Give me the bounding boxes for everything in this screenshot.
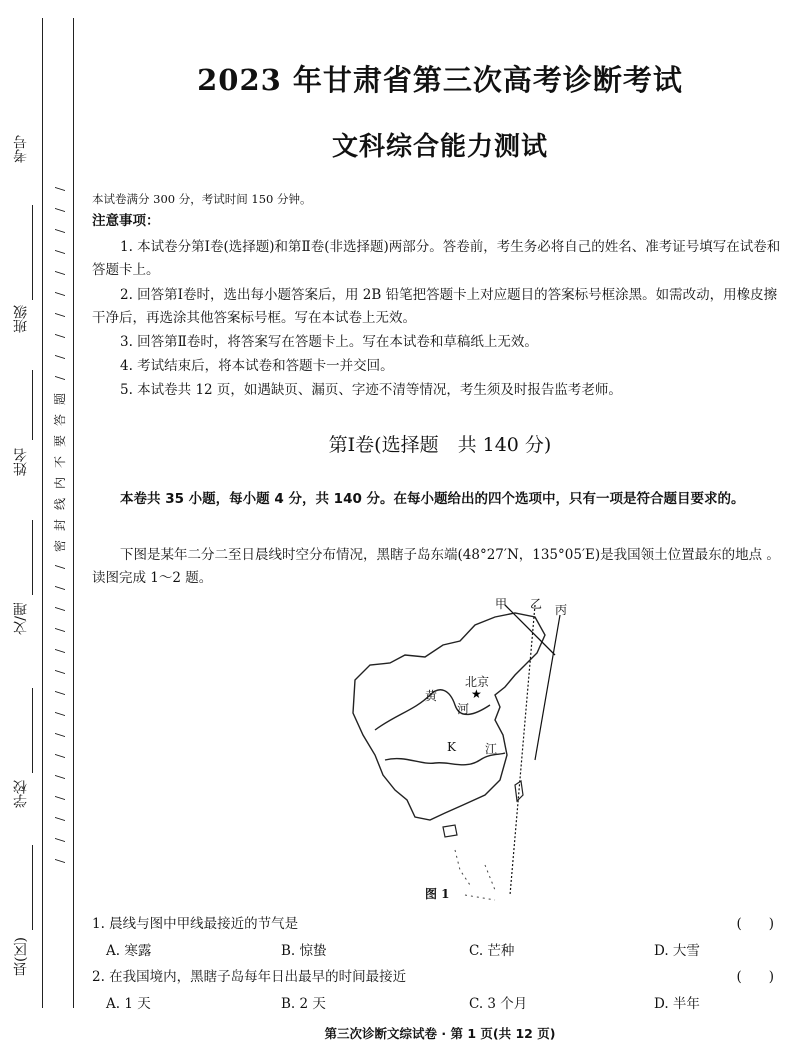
option-d: D. 半年 (654, 996, 700, 1012)
field-exam-number (6, 130, 36, 190)
south-sea-islands (455, 850, 495, 900)
section-instruction: 本卷共 35 小题，每小题 4 分，共 140 分。在每小题给出的四个选项中，只有一项是符合题目要求的。 (120, 491, 745, 507)
seal-char: / (52, 270, 67, 276)
field-stream (6, 520, 36, 660)
seal-char: 题 (52, 392, 67, 406)
field-school (6, 688, 36, 838)
field-underline (32, 688, 33, 773)
seal-char: / (52, 753, 67, 759)
field-class (6, 205, 36, 365)
exam-info: 本试卷满分 300 分，考试时间 150 分钟。 (92, 192, 312, 206)
label-beijing: 北京 (465, 675, 490, 689)
field-label: 考号 (13, 135, 29, 163)
island-outline (515, 781, 523, 801)
field-label: 姓名 (13, 448, 29, 476)
label-jia: 甲 (495, 597, 508, 611)
answer-paren: ( ) (736, 916, 774, 932)
seal-char: / (52, 585, 67, 591)
seal-char: / (52, 207, 67, 213)
option-b: B. 2 天 (281, 996, 326, 1012)
page-subtitle: 文科综合能力测试 (331, 132, 548, 162)
note-item: 5. 本试卷共 12 页，如遇缺页、漏页、字迹不清等情况，考生须及时报告监考老师。 (120, 382, 622, 398)
question-2-options (106, 992, 776, 1012)
seal-char: / (52, 858, 67, 864)
seal-line-notice (50, 180, 70, 870)
seal-char: 不 (52, 455, 67, 469)
beijing-star-icon: ★ (471, 687, 482, 701)
binding-line-inner (73, 18, 74, 1008)
seal-char: / (52, 837, 67, 843)
field-underline (32, 520, 33, 595)
option-b: B. 惊蛰 (281, 943, 327, 959)
seal-char: 封 (52, 518, 67, 532)
option-c: C. 3 个月 (469, 996, 528, 1012)
seal-char: / (52, 669, 67, 675)
notes-title: 注意事项： (92, 213, 160, 229)
option-a: A. 寒露 (106, 943, 152, 959)
line-bing (535, 615, 560, 760)
seal-char: 内 (52, 476, 67, 490)
label-yi: 乙 (530, 597, 543, 611)
question-1-options (106, 939, 776, 959)
seal-char: 密 (52, 539, 67, 553)
label-k: K (447, 740, 456, 754)
note-item: 3. 回答第Ⅱ卷时，将答案写在答题卡上。写在本试卷和草稿纸上无效。 (120, 334, 538, 350)
line-yi (510, 605, 535, 895)
china-map-illustration (345, 595, 575, 905)
binding-line-outer (42, 18, 43, 1008)
seal-char: / (52, 711, 67, 717)
seal-char: / (52, 312, 67, 318)
seal-char: / (52, 690, 67, 696)
question-1 (92, 912, 782, 932)
seal-char: / (52, 375, 67, 381)
option-a: A. 1 天 (106, 996, 151, 1012)
seal-char: 答 (52, 413, 67, 427)
seal-char: / (52, 732, 67, 738)
seal-char: / (52, 249, 67, 255)
field-name (6, 370, 36, 500)
section-title: 第Ⅰ卷(选择题 共 140 分) (328, 434, 552, 456)
seal-char: / (52, 333, 67, 339)
seal-char: / (52, 795, 67, 801)
page-footer: 第三次诊断文综试卷 · 第 1 页(共 12 页) (324, 1026, 556, 1041)
question-2 (92, 965, 782, 985)
seal-char: / (52, 564, 67, 570)
label-he: 河 (457, 702, 470, 716)
label-huang: 黄 (425, 689, 438, 703)
island-outline (443, 825, 457, 837)
field-underline (32, 845, 33, 930)
seal-char: / (52, 648, 67, 654)
seal-char: 线 (52, 497, 67, 511)
seal-char: 要 (52, 434, 67, 448)
note-item: 1. 本试卷分第Ⅰ卷(选择题)和第Ⅱ卷(非选择题)两部分。答卷前，考生务必将自己的姓名、准考证号填写在试卷和答题卡上。 (92, 239, 781, 278)
field-county (6, 845, 36, 995)
field-label: 学校 (13, 780, 29, 808)
field-underline (32, 370, 33, 440)
seal-char: / (52, 816, 67, 822)
field-underline (32, 205, 33, 300)
field-label: 县(区) (13, 937, 29, 976)
seal-char: / (52, 186, 67, 192)
seal-char: / (52, 606, 67, 612)
line-jia (505, 605, 555, 655)
seal-char: / (52, 627, 67, 633)
answer-paren: ( ) (736, 969, 774, 985)
figure-caption: 图 1 (425, 887, 450, 901)
figure-map (345, 595, 575, 905)
field-label: 班级 (13, 305, 29, 333)
country-outline (353, 613, 545, 820)
label-bing: 丙 (555, 603, 568, 617)
question-stem: 2. 在我国境内，黑瞎子岛每年日出最早的时间最接近 (92, 969, 407, 985)
field-label: 文/理 (13, 602, 29, 635)
note-item: 4. 考试结束后，将本试卷和答题卡一并交回。 (120, 358, 394, 374)
question-context: 下图是某年二分二至日晨线时空分布情况，黑瞎子岛东端(48°27′N，135°05′E)是我国领土位置最东的地点 。读图完成 1～2 题。 (92, 547, 780, 586)
option-d: D. 大雪 (654, 943, 700, 959)
seal-char: / (52, 228, 67, 234)
seal-char: / (52, 774, 67, 780)
option-c: C. 芒种 (469, 943, 515, 959)
seal-char: / (52, 354, 67, 360)
label-jiang: 江 (485, 742, 498, 756)
note-item: 2. 回答第Ⅰ卷时，选出每小题答案后，用 2B 铅笔把答题卡上对应题目的答案标号框涂黑。如需改动，用橡皮擦干净后，再选涂其他答案标号框。写在本试卷上无效。 (92, 287, 778, 326)
question-stem: 1. 晨线与图中甲线最接近的节气是 (92, 916, 299, 932)
seal-char: / (52, 291, 67, 297)
page-title: 2023 年甘肃省第三次高考诊断考试 (197, 63, 683, 97)
